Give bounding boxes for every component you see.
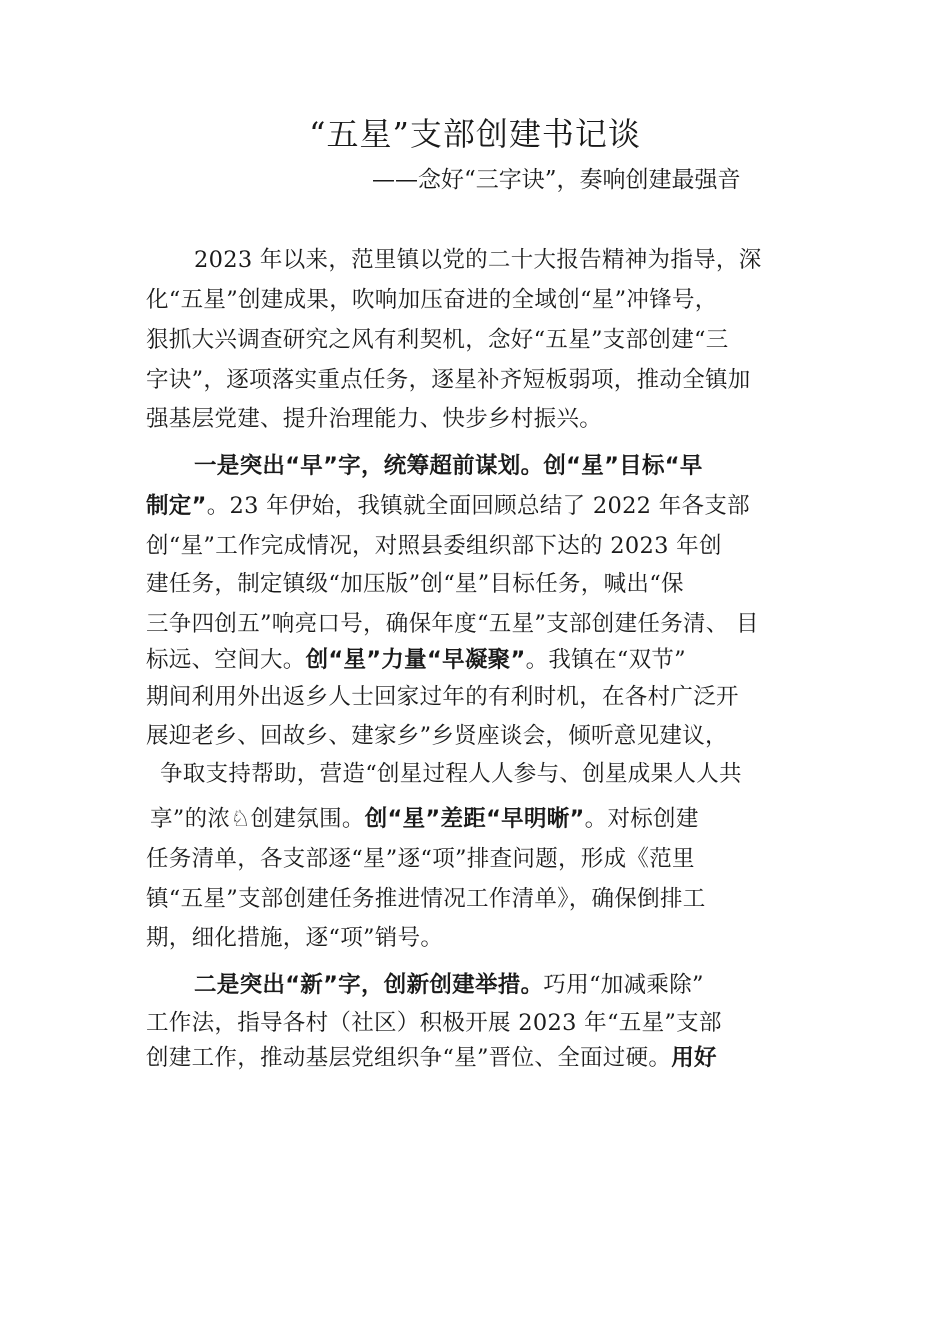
bold-run: 用好: [671, 1045, 717, 1071]
paragraph-1-line-3: [146, 323, 729, 357]
bold-heading-run: 二是突出“新”字，创新创建举措。: [194, 972, 544, 998]
bold-run: 创“星”力量“早凝聚”: [305, 647, 526, 673]
paragraph-2-line-10: [150, 802, 699, 836]
paragraph-2-line-4: [146, 567, 684, 601]
text-run: 期间利用外出返乡人士回家过年的有利时机，在各村广泛开: [146, 684, 739, 710]
text-run: 强基层党建、提升治理能力、快步乡村振兴。: [146, 406, 603, 432]
document-title: “五星”支部创建书记谈: [309, 115, 641, 153]
paragraph-1-line-2: [146, 283, 718, 317]
text-run: 享”的浓♘创建氛围。: [150, 806, 365, 832]
paragraph-2-line-8: [146, 719, 728, 753]
text-run: 狠抓大兴调查研究之风有利契机，念好“五星”支部创建“三: [146, 327, 729, 353]
paragraph-3-line-1: [194, 968, 704, 1002]
text-run: 争取支持帮助，营造“创星过程人人参与、创星成果人人共: [160, 761, 742, 787]
text-run: 字诀”，逐项落实重点任务，逐星补齐短板弱项，推动全镇加: [146, 367, 751, 393]
paragraph-2-line-3: [146, 529, 722, 563]
text-run: 任务清单，各支部逐“星”逐“项”排查问题，形成《范里: [146, 846, 695, 872]
text-run: 巧用“加减乘除”: [543, 972, 704, 998]
text-run: 镇“五星”支部创建任务推进情况工作清单》，确保倒排工: [146, 886, 706, 912]
paragraph-3-line-3: [146, 1041, 717, 1075]
text-run: 。对标创建: [584, 806, 699, 832]
paragraph-2-line-6: [146, 643, 686, 677]
text-run: 2023 年以来，范里镇以党的二十大报告精神为指导，深: [194, 247, 762, 273]
paragraph-2-line-12: [146, 882, 706, 916]
text-run: 三争四创五”响亮口号，确保年度“五星”支部创建任务清、 目: [146, 611, 759, 637]
paragraph-2-line-1: [194, 449, 703, 483]
paragraph-2-line-13: [146, 921, 443, 955]
paragraph-2-line-11: [146, 842, 695, 876]
paragraph-2-line-9: [160, 757, 742, 791]
paragraph-3-line-2: [146, 1006, 722, 1040]
text-run: 创“星”工作完成情况，对照县委组织部下达的 2023 年创: [146, 533, 722, 559]
text-run: 工作法，指导各村（社区）积极开展 2023 年“五星”支部: [146, 1010, 722, 1036]
paragraph-1-line-5: [146, 402, 602, 436]
text-run: 。23 年伊始，我镇就全面回顾总结了 2022 年各支部: [206, 493, 750, 519]
document-subtitle: ——念好“三字诀”，奏响创建最强音: [372, 167, 741, 193]
bold-run: 创“星”差距“早明晰”: [364, 806, 585, 832]
paragraph-1-line-1: [194, 243, 762, 277]
paragraph-2-line-5: [146, 607, 759, 641]
text-run: 化“五星”创建成果，吹响加压奋进的全域创“星”冲锋号，: [146, 287, 718, 313]
text-run: 标远、空间大。: [146, 647, 306, 673]
paragraph-2-line-7: [146, 680, 739, 714]
text-run: 创建工作，推动基层党组织争“星”晋位、全面过硬。: [146, 1045, 672, 1071]
text-run: 期，细化措施，逐“项”销号。: [146, 925, 444, 951]
text-run: 。我镇在“双节”: [525, 647, 686, 673]
bold-run: 制定”: [146, 493, 207, 519]
text-run: 建任务，制定镇级“加压版”创“星”目标任务，喊出“保: [146, 571, 684, 597]
paragraph-1-line-4: [146, 363, 751, 397]
text-run: 展迎老乡、回故乡、建家乡”乡贤座谈会，倾听意见建议，: [146, 723, 728, 749]
paragraph-2-line-2: [146, 489, 750, 523]
bold-heading-run: 一是突出“早”字，统筹超前谋划。创“星”目标“早: [194, 453, 703, 479]
